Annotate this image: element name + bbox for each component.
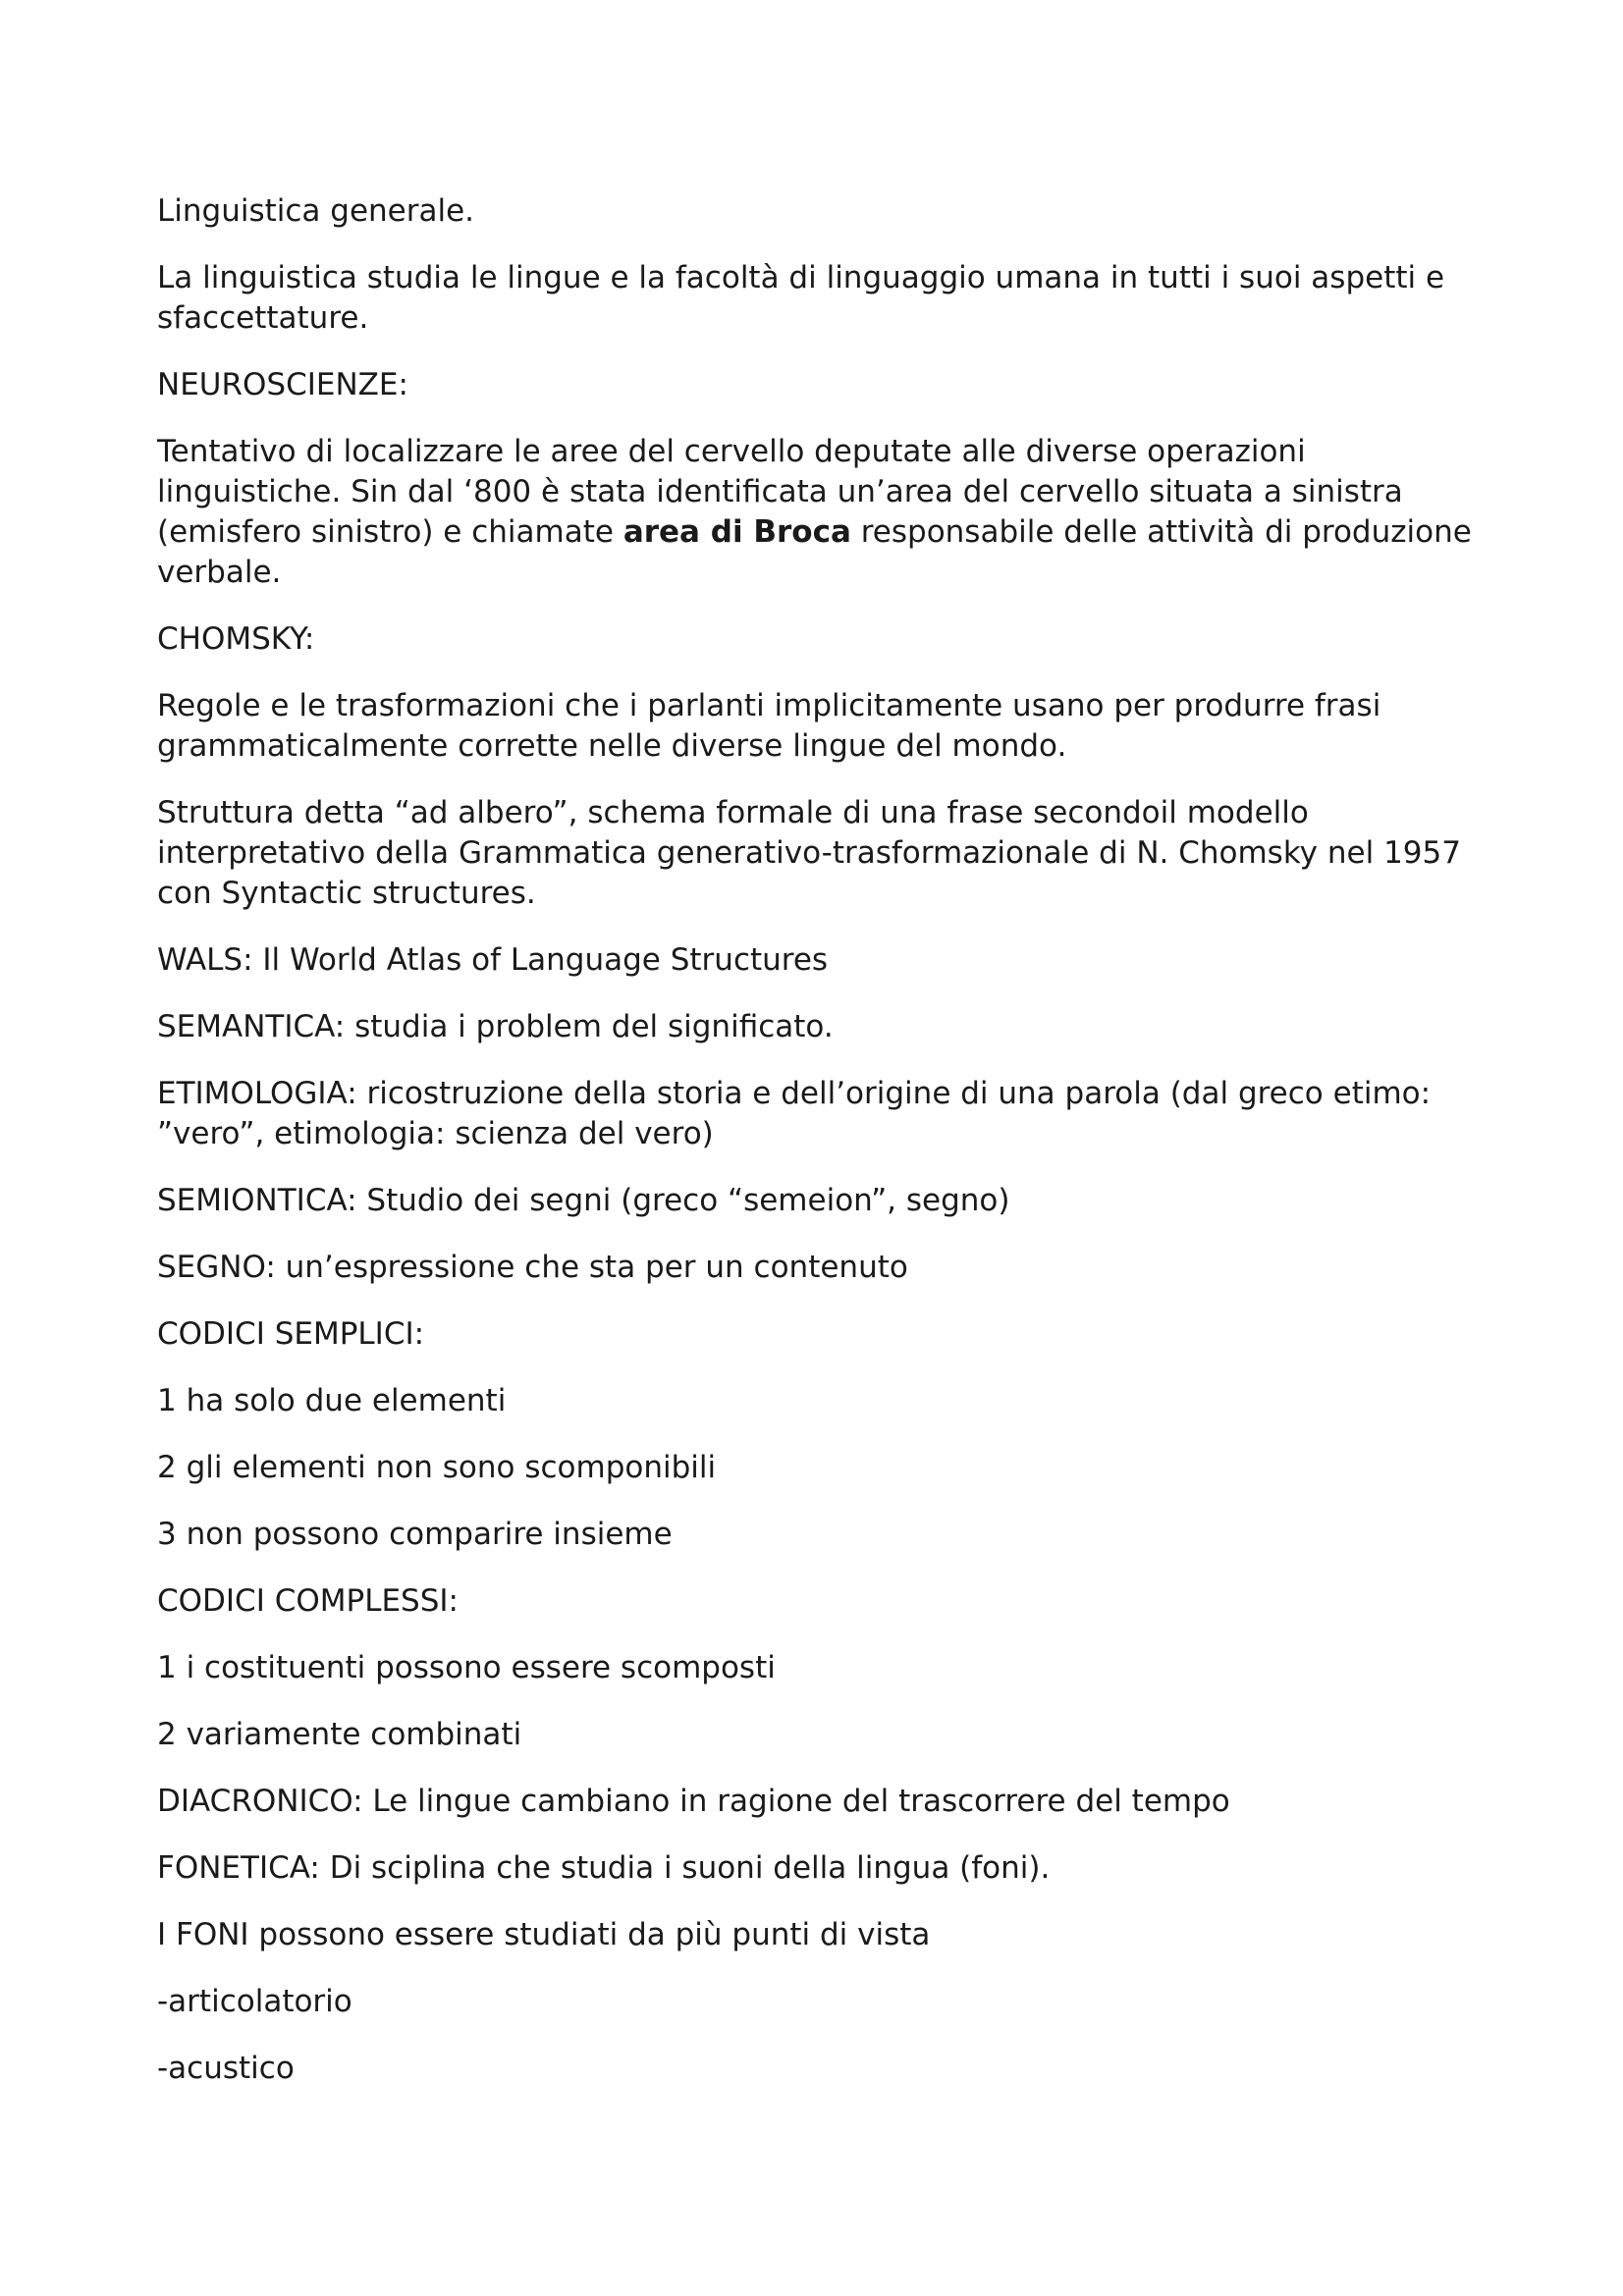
codici-complessi-item: 2 variamente combinati bbox=[157, 1717, 522, 1752]
neuroscienze-text-end: responsabile delle attività di produzione verbale. bbox=[157, 514, 1472, 590]
wals-line: WALS: Il World Atlas of Language Structures bbox=[157, 942, 829, 978]
chomsky-heading: CHOMSKY: bbox=[157, 621, 315, 657]
chomsky-paragraph: Regole e le trasformazioni che i parlanti implicitamente usano per produrre frasi grammaticalmente corrette nelle diverse lingue del mondo. bbox=[157, 688, 1381, 764]
foni-line: I FONI possono essere studiati da più punti di vista bbox=[157, 1917, 931, 1952]
semantica-line: SEMANTICA: studia i problem del significato. bbox=[157, 1009, 834, 1044]
punto-di-vista-item: -acustico bbox=[157, 2051, 295, 2086]
broca-term: area di Broca bbox=[622, 514, 851, 550]
intro-paragraph: La linguistica studia le lingue e la facoltà di linguaggio umana in tutti i suoi aspetti e sfaccettature. bbox=[157, 260, 1445, 336]
codici-complessi-item: 1 i costituenti possono essere scomposti bbox=[157, 1650, 776, 1685]
segno-line: SEGNO: un’espressione che sta per un contenuto bbox=[157, 1250, 908, 1285]
codici-semplici-item: 3 non possono comparire insieme bbox=[157, 1517, 673, 1552]
albero-paragraph: Struttura detta “ad albero”, schema formale di una frase secondoil modello interpretativo della Grammatica generativo-trasformazionale di N. Chomsky nel 1957 con Syntactic structures. bbox=[157, 795, 1461, 911]
document-title: Linguistica generale. bbox=[157, 193, 475, 229]
codici-semplici-heading: CODICI SEMPLICI: bbox=[157, 1316, 425, 1352]
neuroscienze-heading: NEUROSCIENZE: bbox=[157, 367, 408, 402]
fonetica-line: FONETICA: Di sciplina che studia i suoni della lingua (foni). bbox=[157, 1850, 1051, 1886]
punto-di-vista-item: -articolatorio bbox=[157, 1984, 352, 2019]
neuroscienze-text-start: Tentativo di localizzare le aree del cervello deputate alle diverse operazioni linguistiche. Sin dal ‘800 è stata identificata un’area del cervello situata a sinistra (emisfero sinistro) e chiamate bbox=[157, 434, 1403, 550]
codici-complessi-heading: CODICI COMPLESSI: bbox=[157, 1583, 459, 1619]
document-body bbox=[157, 191, 1473, 2115]
neuroscienze-paragraph bbox=[157, 432, 1473, 593]
codici-semplici-item: 2 gli elementi non sono scomponibili bbox=[157, 1450, 717, 1485]
etimologia-paragraph: ETIMOLOGIA: ricostruzione della storia e dell’origine di una parola (dal greco etimo: ”vero”, etimologia: scienza del vero) bbox=[157, 1076, 1432, 1151]
semiontica-line: SEMIONTICA: Studio dei segni (greco “semeion”, segno) bbox=[157, 1183, 1010, 1218]
codici-semplici-item: 1 ha solo due elementi bbox=[157, 1383, 507, 1418]
diacronico-line: DIACRONICO: Le lingue cambiano in ragione del trascorrere del tempo bbox=[157, 1784, 1230, 1819]
